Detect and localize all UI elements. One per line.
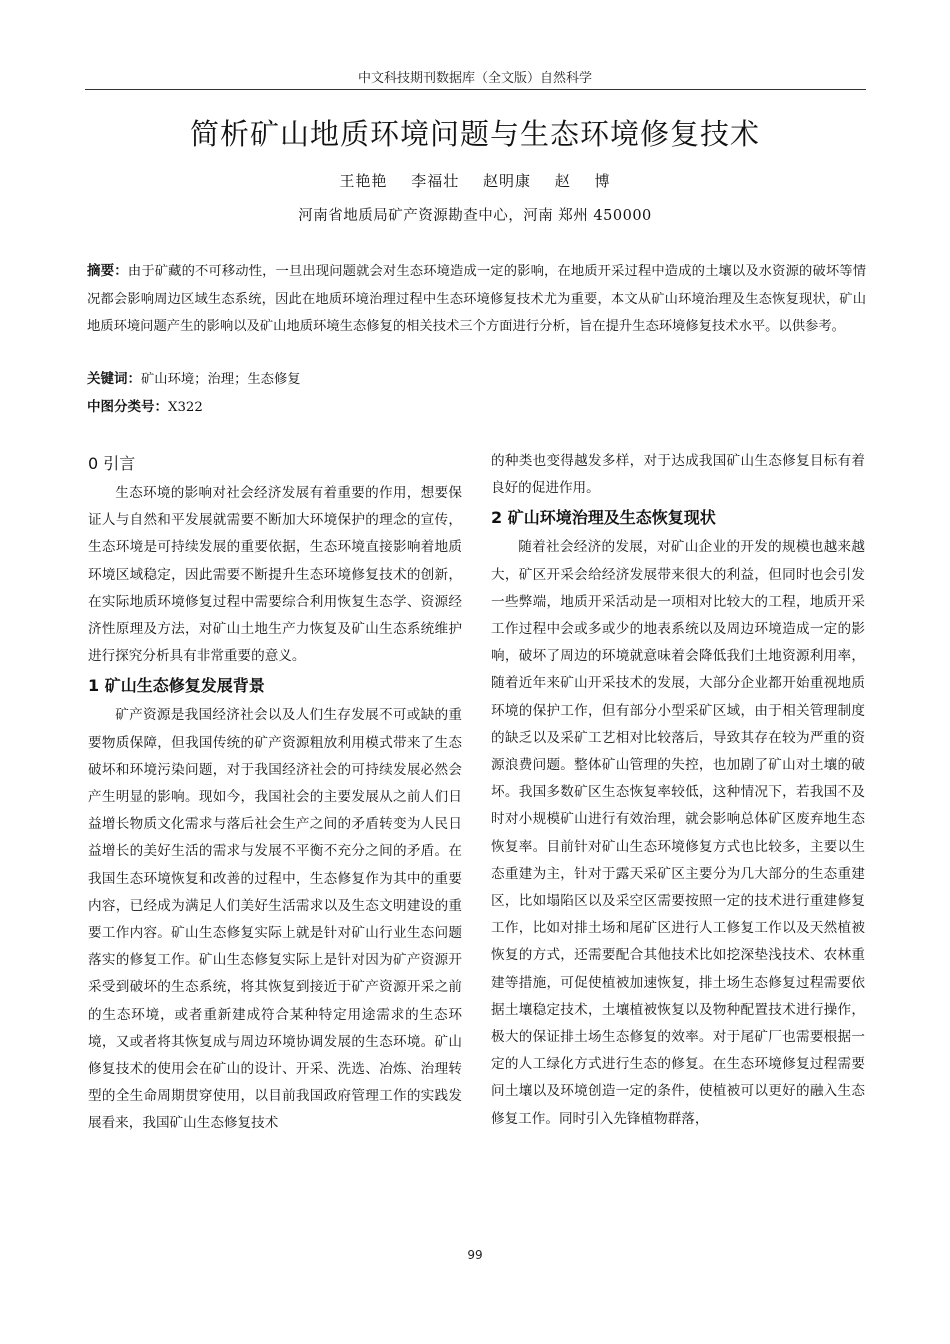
abstract-label: 摘要： <box>87 263 128 279</box>
section-0-heading: 0 引言 <box>88 454 136 473</box>
page-number: 99 <box>467 1248 483 1262</box>
classification-code: X322 <box>168 400 203 415</box>
keywords-label: 关键词： <box>87 371 141 387</box>
classification <box>87 395 203 415</box>
keywords-text: 矿山环境；治理；生态修复 <box>141 372 301 387</box>
header-divider <box>85 89 866 90</box>
running-header: 中文科技期刊数据库（全文版）自然科学 <box>357 71 592 86</box>
section-1-paragraph-continued: 的种类也变得越发多样，对于达成我国矿山生态修复目标有着良好的促进作用。 <box>491 453 865 497</box>
keywords <box>87 367 301 387</box>
classification-label: 中图分类号： <box>87 399 168 415</box>
section-2-paragraph: 随着社会经济的发展，对矿山企业的开发的规模也越来越大，矿区开采会给经济发展带来很大的利益，但同时也会引发一些弊端，地质开采活动是一项相对比较大的工程，地质开采工作过程中会或多或少的地表系统以及周边环境造成一定的影响，破坏了周边的环境就意味着会降低我们土地资源利用率，随着近年来矿山开采技术的发展，大部分企业都开始重视地质环境的保护工作，但有部分小型采矿区域，由于相关管理制度的缺乏以及采矿工艺相对比较落后，导致其存在较为严重的资源浪费问题。整体矿山管理的失控，也加剧了矿山对土壤的破坏。我国多数矿区生态恢复率较低，这种情况下，若我国不及时对小规模矿山进行有效治理，就会影响总体矿区废弃地生态恢复率。目前针对矿山生态环境修复方式也比较多，主要以生态重建为主，针对于露天采矿区主要分为几大部分的生态重建区，比如塌陷区以及采空区需要按照一定的技术进行重建修复工作，比如对排土场和尾矿区进行人工修复工作以及天然植被恢复的方式，还需要配合其他技术比如挖深垫浅技术、农林重建等措施，可促使植被加速恢复，排土场生态修复过程需要依据土壤稳定技术，土壤植被恢复以及物种配置技术进行操作，极大的保证排土场生态修复的效率。对于尾矿厂也需要根据一定的人工绿化方式进行生态的修复。在生态环境修复过程需要问土壤以及环境创造一定的条件，使植被可以更好的融入生态修复工作。同时引入先锋植物群落， <box>491 539 865 1127</box>
section-1-paragraph: 矿产资源是我国经济社会以及人们生存发展不可或缺的重要物质保障，但我国传统的矿产资源粗放利用模式带来了生态破坏和环境污染问题，对于我国经济社会的可持续发展必然会产生明显的影响。现如今，我国社会的主要发展从之前人们日益增长物质文化需求与落后社会生产之间的矛盾转变为人民日益增长的美好生活的需求与发展不平衡不充分之间的矛盾。在我国生态环境恢复和改善的过程中，生态修复作为其中的重要内容，已经成为满足人们美好生活需求以及生态文明建设的重要工作内容。矿山生态修复实际上就是针对矿山行业生态问题落实的修复工作。矿山生态修复实际上是针对因为矿产资源开采受到破坏的生态系统，将其恢复到接近于矿产资源开采之前的生态环境，或者重新建成符合某种特定用途需求的生态环境，又或者将其恢复成与周边环境协调发展的生态环境。矿山修复技术的使用会在矿山的设计、开采、洗选、冶炼、治理转型的全生命周期贯穿使用，以目前我国政府管理工作的实践发展看来，我国矿山生态修复技术 <box>88 707 462 1132</box>
left-column <box>88 448 462 1138</box>
paper-affiliation: 河南省地质局矿产资源勘查中心，河南 郑州 450000 <box>298 208 652 224</box>
section-1-heading: 1 矿山生态修复发展背景 <box>88 676 265 696</box>
abstract <box>87 258 866 341</box>
right-column <box>491 448 865 1133</box>
paper-authors: 王艳艳 李福壮 赵明康 赵 博 <box>339 172 611 190</box>
paper-title: 简析矿山地质环境问题与生态环境修复技术 <box>189 117 760 151</box>
section-2-heading: 2 矿山环境治理及生态恢复现状 <box>491 508 716 528</box>
abstract-text: 由于矿藏的不可移动性，一旦出现问题就会对生态环境造成一定的影响，在地质开采过程中造成的土壤以及水资源的破坏等情况都会影响周边区域生态系统，因此在地质环境治理过程中生态环境修复技术尤为重要，本文从矿山环境治理及生态恢复现状，矿山地质环境问题产生的影响以及矿山地质环境生态修复的相关技术三个方面进行分析，旨在提升生态环境修复技术水平。以供参考。 <box>87 264 867 334</box>
section-0-paragraph: 生态环境的影响对社会经济发展有着重要的作用，想要保证人与自然和平发展就需要不断加大环境保护的理念的宣传，生态环境是可持续发展的重要依据，生态环境直接影响着地质环境区域稳定，因此需要不断提升生态环境修复技术的创新，在实际地质环境修复过程中需要综合利用恢复生态学、资源经济性原理及方法，对矿山土地生产力恢复及矿山生态系统维护进行探究分析具有非常重要的意义。 <box>88 485 462 665</box>
